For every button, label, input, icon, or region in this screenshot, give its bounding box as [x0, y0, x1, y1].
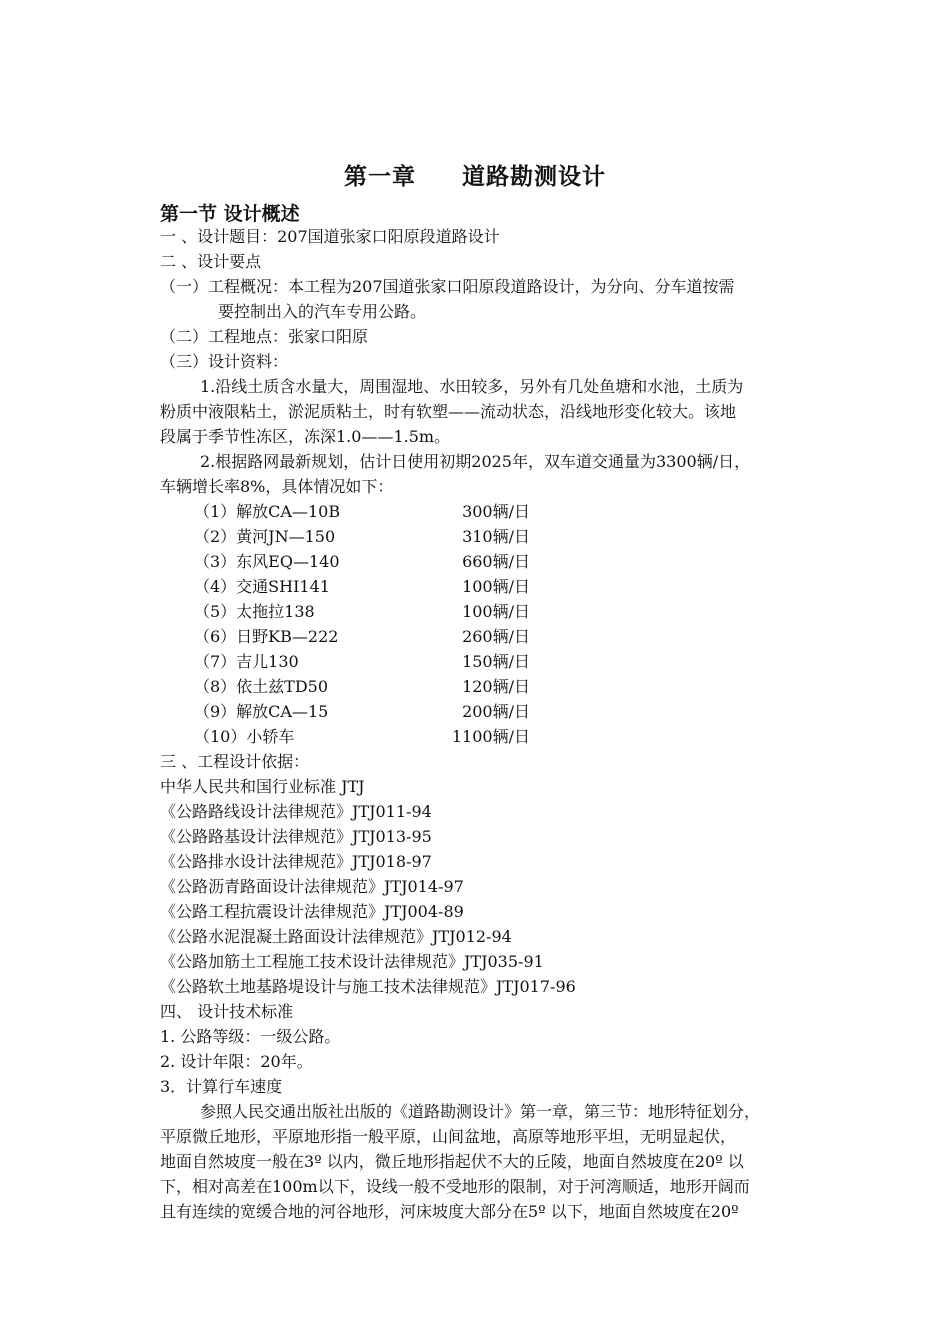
vehicle-row	[160, 624, 860, 649]
vehicle-volume: 260辆/日	[462, 627, 530, 646]
vehicle-name: （1）解放CA—10B	[194, 502, 341, 521]
vehicle-volume: 310辆/日	[462, 527, 530, 546]
standard-reference: 中华人民共和国行业标准 JTJ	[160, 777, 365, 796]
vehicle-row	[160, 524, 860, 549]
vehicle-row	[160, 499, 860, 524]
vehicle-name: （8）依土兹TD50	[194, 677, 329, 696]
design-data-heading: （三）设计资料：	[160, 352, 289, 371]
standard-reference: 《公路排水设计法律规范》JTJ018-97	[160, 852, 432, 871]
vehicle-volume: 150辆/日	[462, 652, 530, 671]
terrain-paragraph-line-2: 平原微丘地形，平原地形指一般平原，山间盆地，高原等地形平坦，无明显起伏，	[160, 1127, 737, 1146]
vehicle-row	[160, 724, 860, 749]
vehicle-name: （10）小轿车	[194, 727, 295, 746]
road-grade-line: 1. 公路等级：一级公路。	[160, 1027, 341, 1046]
traffic-paragraph-line-2: 车辆增长率8%，具体情况如下：	[160, 477, 394, 496]
standard-reference: 《公路路线设计法律规范》JTJ011-94	[160, 802, 432, 821]
design-speed-heading: 3．计算行车速度	[160, 1077, 283, 1096]
vehicle-row	[160, 549, 860, 574]
standard-reference: 《公路软土地基路堤设计与施工技术法律规范》JTJ017-96	[160, 977, 576, 996]
vehicle-row	[160, 699, 860, 724]
vehicle-volume: 300辆/日	[462, 502, 530, 521]
project-overview-line: （一）工程概况：本工程为207国道张家口阳原段道路设计，为分向、分车道按需	[160, 277, 735, 296]
vehicle-name: （4）交通SHI141	[194, 577, 330, 596]
terrain-paragraph-line-1: 参照人民交通出版社出版的《道路勘测设计》第一章，第三节：地形特征划分，	[200, 1102, 761, 1121]
standard-reference: 《公路沥青路面设计法律规范》JTJ014-97	[160, 877, 464, 896]
document-body	[160, 224, 860, 1224]
section-title: 第一节 设计概述	[160, 203, 300, 225]
vehicle-name: （7）吉儿130	[194, 652, 299, 671]
vehicle-row	[160, 599, 860, 624]
design-life-line: 2. 设计年限：20年。	[160, 1052, 313, 1071]
vehicle-name: （2）黄河JN—150	[194, 527, 336, 546]
vehicle-name: （5）太拖拉138	[194, 602, 315, 621]
vehicle-row	[160, 574, 860, 599]
vehicle-volume: 100辆/日	[462, 602, 530, 621]
vehicle-row	[160, 649, 860, 674]
vehicle-name: （3）东风EQ—140	[194, 552, 340, 571]
standard-reference: 《公路水泥混凝土路面设计法律规范》JTJ012-94	[160, 927, 512, 946]
vehicle-name: （6）日野KB—222	[194, 627, 339, 646]
soil-paragraph-line-2: 粉质中液限粘土，淤泥质粘土，时有软塑——流动状态，沿线地形变化较大。该地	[160, 402, 737, 421]
vehicle-volume: 660辆/日	[462, 552, 530, 571]
design-topic-line: 一 、设计题目：207国道张家口阳原段道路设计	[160, 227, 500, 246]
soil-paragraph-line-1: 1.沿线土质含水量大，周围湿地、水田较多，另外有几处鱼塘和水池，土质为	[200, 377, 744, 396]
project-overview-continued: 要控制出入的汽车专用公路。	[218, 302, 427, 321]
soil-paragraph-line-3: 段属于季节性冻区，冻深1.0——1.5m。	[160, 427, 451, 446]
terrain-paragraph-line-3: 地面自然坡度一般在3º 以内，微丘地形指起伏不大的丘陵，地面自然坡度在20º 以	[160, 1152, 744, 1171]
terrain-paragraph-line-5: 且有连续的宽缓合地的河谷地形，河床坡度大部分在5º 以下，地面自然坡度在20º	[160, 1202, 739, 1221]
traffic-paragraph-line-1: 2.根据路网最新规划，估计日使用初期2025年，双车道交通量为3300辆/日，	[200, 452, 751, 471]
vehicle-volume: 200辆/日	[462, 702, 530, 721]
vehicle-volume: 120辆/日	[462, 677, 530, 696]
vehicle-name: （9）解放CA—15	[194, 702, 329, 721]
design-basis-heading: 三 、工程设计依据：	[160, 752, 310, 771]
project-location-line: （二）工程地点：张家口阳原	[160, 327, 369, 346]
standard-reference: 《公路路基设计法律规范》JTJ013-95	[160, 827, 432, 846]
standard-reference: 《公路加筋土工程施工技术设计法律规范》JTJ035-91	[160, 952, 544, 971]
vehicle-volume: 100辆/日	[462, 577, 530, 596]
standard-reference: 《公路工程抗震设计法律规范》JTJ004-89	[160, 902, 464, 921]
vehicle-row	[160, 674, 860, 699]
design-points-heading: 二 、设计要点	[160, 252, 262, 271]
chapter-title: 第一章 道路勘测设计	[343, 164, 606, 190]
vehicle-volume: 1100辆/日	[451, 727, 530, 746]
vehicle-list	[160, 499, 860, 749]
technical-standards-heading: 四、 设计技术标准	[160, 1002, 294, 1021]
terrain-paragraph-line-4: 下，相对高差在100m以下，设线一般不受地形的限制，对于河湾顺适，地形开阔而	[160, 1177, 750, 1196]
